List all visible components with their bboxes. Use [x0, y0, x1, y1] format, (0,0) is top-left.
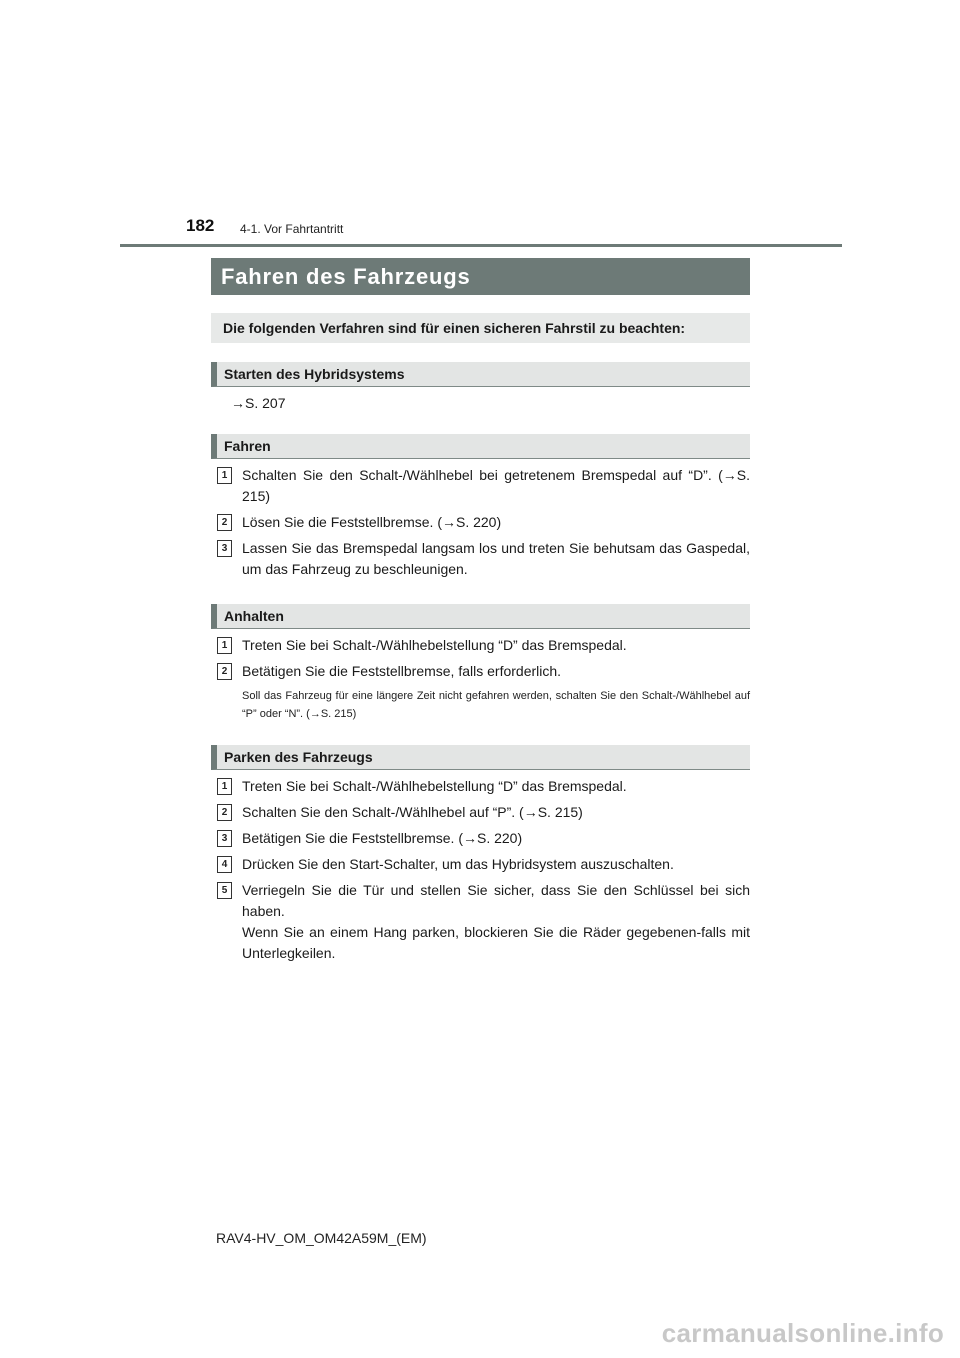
list-item: [211, 538, 750, 580]
watermark: carmanualsonline.info: [661, 1318, 944, 1348]
list-item: [211, 776, 750, 797]
step-number-badge: 1: [217, 778, 232, 795]
intro-note: Die folgenden Verfahren sind für einen sicheren Fahrstil zu beachten:: [211, 313, 750, 343]
step-text: Lösen Sie die Feststellbremse. (→S. 220): [242, 514, 502, 530]
driving-steps: [211, 465, 750, 580]
list-item: [211, 661, 750, 682]
header-divider: [120, 244, 842, 247]
step-text: Schalten Sie den Schalt-/Wählhebel auf “P”. (→S. 215): [242, 804, 583, 820]
stopping-note: Soll das Fahrzeug für eine längere Zeit nicht gefahren werden, schalten Sie den Schalt-/Wählhebel auf “P” oder “N”. (→S. 215): [242, 690, 750, 720]
section-heading-starting: Starten des Hybridsystems: [211, 362, 750, 387]
step-text: Verriegeln Sie die Tür und stellen Sie sicher, dass Sie den Schlüssel bei sich haben.: [242, 882, 750, 919]
section-reference: 4-1. Vor Fahrtantritt: [240, 222, 344, 236]
list-item: [211, 828, 750, 849]
page-number: 182: [186, 216, 215, 235]
section-heading-driving: Fahren: [211, 434, 750, 459]
list-item: [211, 635, 750, 656]
step-text: Treten Sie bei Schalt-/Wählhebelstellung “D” das Bremspedal.: [242, 778, 627, 794]
step-number-badge: 5: [217, 882, 232, 899]
step-number-badge: 1: [217, 467, 232, 484]
section-heading-parking: Parken des Fahrzeugs: [211, 745, 750, 770]
step-number-badge: 4: [217, 856, 232, 873]
list-item: [211, 880, 750, 964]
stopping-steps: [211, 635, 750, 682]
step-number-badge: 3: [217, 540, 232, 557]
list-item: [211, 854, 750, 875]
step-text: Schalten Sie den Schalt-/Wählhebel bei getretenem Bremspedal auf “D”. (→S. 215): [242, 467, 750, 504]
step-number-badge: 2: [217, 514, 232, 531]
page-title: Fahren des Fahrzeugs: [211, 258, 750, 295]
page-reference-link[interactable]: →S. 207: [231, 395, 286, 411]
list-item: [211, 512, 750, 533]
section-heading-stopping: Anhalten: [211, 604, 750, 629]
list-item: [211, 465, 750, 507]
page-content: [211, 258, 750, 969]
list-item: [211, 802, 750, 823]
step-number-badge: 1: [217, 637, 232, 654]
step-number-badge: 2: [217, 804, 232, 821]
step-text: Lassen Sie das Bremspedal langsam los und treten Sie behutsam das Gaspedal, um das Fahrzeug zu beschleunigen.: [242, 540, 750, 577]
parking-steps: [211, 776, 750, 964]
step-number-badge: 2: [217, 663, 232, 680]
step-text: Treten Sie bei Schalt-/Wählhebelstellung “D” das Bremspedal.: [242, 637, 627, 653]
step-text: Drücken Sie den Start-Schalter, um das Hybridsystem auszuschalten.: [242, 856, 674, 872]
step-number-badge: 3: [217, 830, 232, 847]
step-text: Betätigen Sie die Feststellbremse, falls erforderlich.: [242, 663, 562, 679]
step-text: Betätigen Sie die Feststellbremse. (→S. 220): [242, 830, 523, 846]
document-code: RAV4-HV_OM_OM42A59M_(EM): [216, 1230, 427, 1246]
step-additional-text: Wenn Sie an einem Hang parken, blockieren Sie die Räder gegebenen-falls mit Unterlegkeilen.: [242, 924, 750, 961]
